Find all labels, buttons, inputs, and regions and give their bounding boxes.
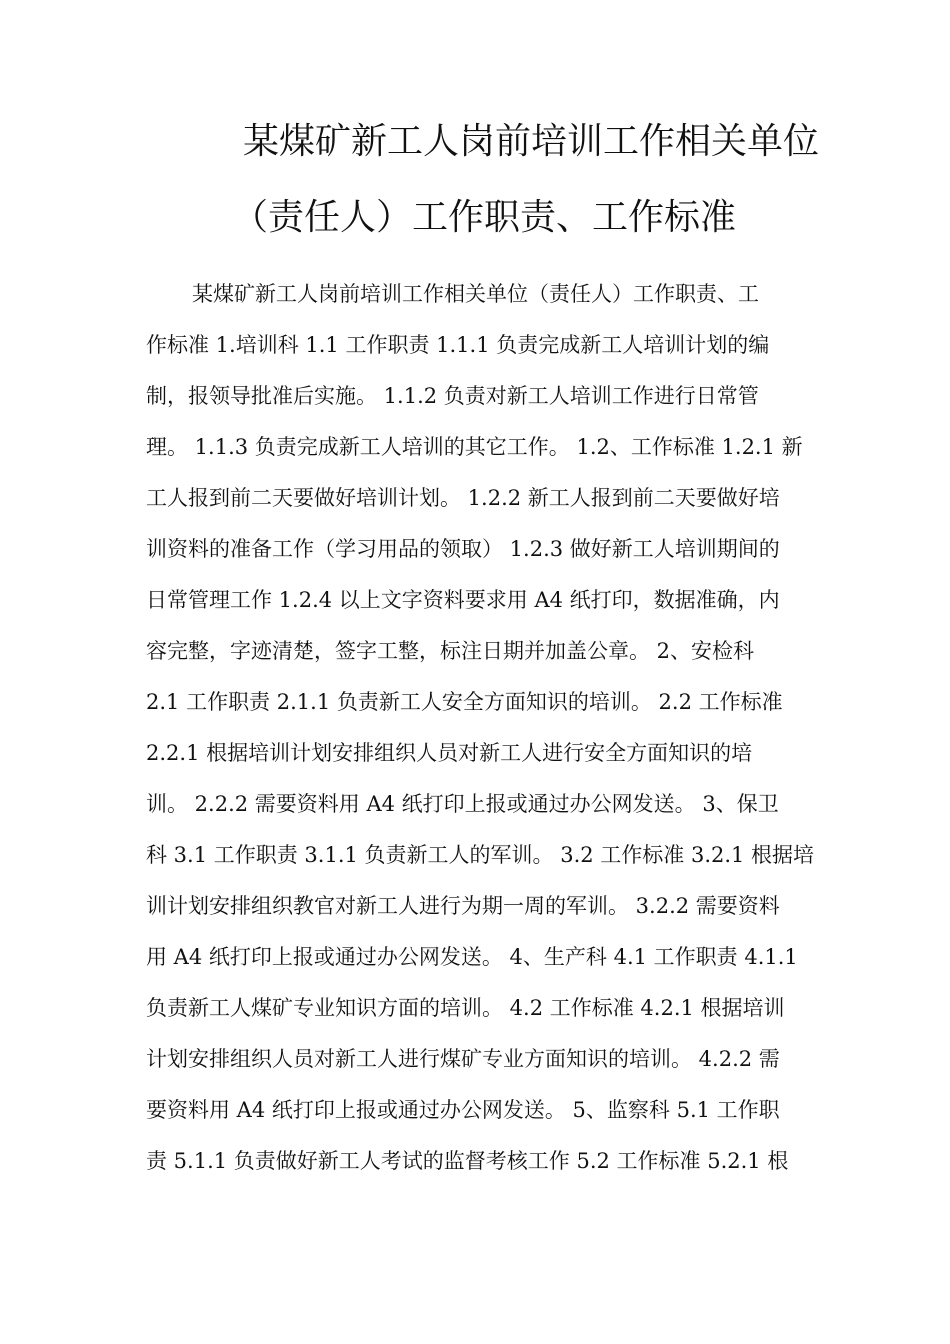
document-title-line-1: 某煤矿新工人岗前培训工作相关单位	[243, 121, 820, 162]
body-line: 2.1 工作职责 2.1.1 负责新工人安全方面知识的培训。 2.2 工作标准	[146, 690, 783, 714]
body-line: 训。 2.2.2 需要资料用 A4 纸打印上报或通过办公网发送。 3、保卫	[146, 792, 779, 816]
body-line: 用 A4 纸打印上报或通过办公网发送。 4、生产科 4.1 工作职责 4.1.1	[146, 945, 798, 969]
body-line: 容完整，字迹清楚，签字工整，标注日期并加盖公章。 2、安检科	[146, 639, 755, 663]
body-line: 要资料用 A4 纸打印上报或通过办公网发送。 5、监察科 5.1 工作职	[146, 1098, 780, 1122]
body-line: 某煤矿新工人岗前培训工作相关单位（责任人）工作职责、工	[192, 282, 759, 306]
body-line: 作标准 1.培训科 1.1 工作职责 1.1.1 负责完成新工人培训计划的编	[146, 333, 770, 357]
body-line: 训资料的准备工作（学习用品的领取） 1.2.3 做好新工人培训期间的	[146, 537, 780, 561]
body-line: 2.2.1 根据培训计划安排组织人员对新工人进行安全方面知识的培	[146, 741, 753, 765]
body-line: 理。 1.1.3 负责完成新工人培训的其它工作。 1.2、工作标准 1.2.1 新	[146, 435, 803, 459]
body-line: 负责新工人煤矿专业知识方面的培训。 4.2 工作标准 4.2.1 根据培训	[146, 996, 785, 1020]
body-line: 工人报到前二天要做好培训计划。 1.2.2 新工人报到前二天要做好培	[146, 486, 780, 510]
body-line: 计划安排组织人员对新工人进行煤矿专业方面知识的培训。 4.2.2 需	[146, 1047, 780, 1071]
document-title-line-2: （责任人）工作职责、工作标准	[232, 197, 737, 238]
body-line: 训计划安排组织教官对新工人进行为期一周的军训。 3.2.2 需要资料	[146, 894, 780, 918]
body-line: 日常管理工作 1.2.4 以上文字资料要求用 A4 纸打印，数据准确，内	[146, 588, 780, 612]
body-line: 责 5.1.1 负责做好新工人考试的监督考核工作 5.2 工作标准 5.2.1 根	[146, 1149, 789, 1173]
body-line: 制，报领导批准后实施。 1.1.2 负责对新工人培训工作进行日常管	[146, 384, 759, 408]
body-line: 科 3.1 工作职责 3.1.1 负责新工人的军训。 3.2 工作标准 3.2.1 根据培	[146, 843, 815, 867]
